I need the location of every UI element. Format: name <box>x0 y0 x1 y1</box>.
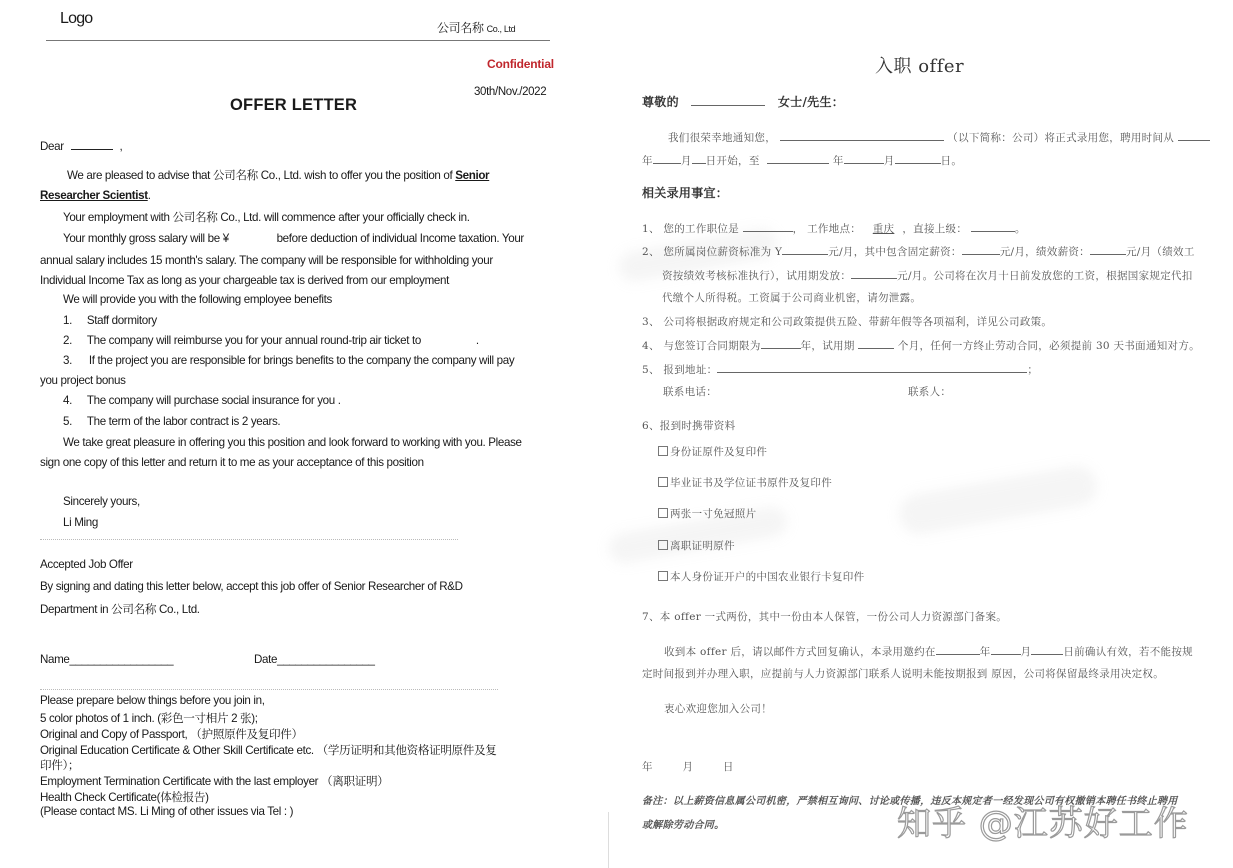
confirm-text: 日前确认有效，若不能按规 <box>1063 646 1193 658</box>
day-label: 日 <box>722 761 734 773</box>
month-label: 月 <box>682 761 694 773</box>
checklist-item[interactable] <box>658 475 832 490</box>
benefit-text: The company will purchase social insurance for you . <box>86 394 341 407</box>
checklist-label: 两张一寸免冠照片 <box>670 508 757 520</box>
scan-smudge <box>896 463 1100 537</box>
item-3: 3、 公司将根据政府规定和公司政策提供五险、带薪年假等各项福利，详见公司政策。 <box>642 316 1053 328</box>
date-blank[interactable]: ________________ <box>277 653 375 666</box>
prepare-item: Original Education Certificate & Other Skill Certificate etc. （学历证明和其他资格证明原件及复 <box>40 744 497 757</box>
checklist-item[interactable] <box>658 444 767 459</box>
month-label: 月 <box>680 155 692 167</box>
day-label: 日。 <box>940 155 963 167</box>
end-month-blank[interactable] <box>844 152 884 164</box>
confirm-line-1 <box>664 643 1193 659</box>
salutation-comma: , <box>119 140 123 153</box>
benefit-text: Staff dormitory <box>86 314 157 327</box>
item-text: ； <box>1027 364 1039 376</box>
intro-text: 我们很荣幸地通知您， <box>668 132 776 144</box>
name-blank[interactable]: _________________ <box>69 653 174 666</box>
month-label: 月 <box>883 155 895 167</box>
benefit-number: 4. <box>63 394 72 407</box>
checklist-label: 本人身份证开户的中国农业银行卡复印件 <box>670 571 865 583</box>
prepare-item: 印件）； <box>40 759 80 772</box>
contract-term-blank[interactable] <box>761 337 801 349</box>
item-text: 元/月，绩效薪资： <box>999 246 1090 258</box>
item-text: 2、 您所属岗位薪资标准为 Y <box>642 246 783 258</box>
report-address-blank[interactable] <box>717 361 1027 373</box>
remark-line-1: 备注：以上薪资信息属公司机密，严禁相互询问、讨论或传播，违反本规定者一经发现公司有权撤销本聘任书终止聘用 <box>642 796 1178 807</box>
prepare-item: Employment Termination Certificate with the last employer （离职证明） <box>40 775 389 788</box>
probation-months-blank[interactable] <box>858 337 894 349</box>
position-blank[interactable] <box>743 220 793 232</box>
closing-line-1: We take great pleasure in offering you this position and look forward to working with you. Please <box>63 436 522 449</box>
end-year-blank[interactable] <box>767 152 829 164</box>
item-5 <box>642 361 1038 377</box>
page-edge <box>608 812 609 868</box>
start-year-blank[interactable] <box>1178 129 1210 141</box>
year-label: 年 <box>642 155 653 167</box>
benefits-intro: We will provide you with the following employee benefits <box>63 293 332 306</box>
item-text: 元/月，其中包含固定薪资： <box>828 246 962 258</box>
greeting <box>642 93 844 110</box>
item-6: 6、报到时携带资料 <box>642 420 736 432</box>
benefit-number: 3. <box>63 354 72 367</box>
section-divider <box>40 539 458 540</box>
start-day-blank[interactable] <box>692 152 706 164</box>
recipient-blank <box>71 139 113 150</box>
watermark: 知乎 @江苏好工作 <box>897 804 1189 844</box>
benefit-item <box>63 354 514 367</box>
day-label: 日开始，至 <box>705 155 760 167</box>
salary-line-2: annual salary includes 15 month's salary. The company will be responsible for withholding your <box>40 254 493 267</box>
performance-salary-blank[interactable] <box>1090 243 1126 255</box>
company-name-header <box>437 19 515 36</box>
checklist-item[interactable] <box>658 569 864 584</box>
benefit-item <box>63 314 157 327</box>
prepare-item: 5 color photos of 1 inch. (彩色一寸相片 2 张); <box>40 712 258 725</box>
company-name: 公司名称 <box>437 21 484 35</box>
checkbox-icon[interactable] <box>658 571 668 581</box>
date-label: Date <box>254 653 278 666</box>
recipient-blank[interactable] <box>691 94 765 106</box>
company-suffix: Co., Ltd <box>486 24 516 34</box>
confirm-month-blank[interactable] <box>991 643 1021 655</box>
checklist-label: 身份证原件及复印件 <box>670 446 768 458</box>
name-label: Name <box>40 653 70 666</box>
contact-person-label: 联系人： <box>908 386 952 398</box>
greeting-suffix: 女士/先生： <box>777 95 845 109</box>
form-title: 入职 offer <box>875 56 965 77</box>
confidential-label: Confidential <box>487 57 554 71</box>
salary-line-3: Individual Income Tax as long as your chargeable tax is derived from our employment <box>40 274 449 287</box>
item-text: ， 工作地点： <box>792 223 862 235</box>
work-location: 重庆 <box>872 223 895 235</box>
benefit-item <box>63 415 280 428</box>
month-label: 月 <box>1020 646 1032 658</box>
benefit-number: 5. <box>63 415 72 428</box>
intro-text: （以下简称：公司）将正式录用您，聘用时间从 <box>947 132 1175 144</box>
benefit-continuation: you project bonus <box>40 374 126 387</box>
intro-text: We are pleased to advise that 公司名称 Co., Ltd. wish to offer you the position of <box>67 169 453 182</box>
intro-paragraph <box>67 167 489 183</box>
benefit-item <box>63 334 479 347</box>
item-text: ，直接上级： <box>902 223 968 235</box>
salutation <box>40 139 122 153</box>
supervisor-blank[interactable] <box>971 220 1015 232</box>
item-text: 个月，任何一方终止劳动合同，必须提前 30 天书面通知对方。 <box>897 340 1200 352</box>
salary-prefix: Your monthly gross salary will be ¥ <box>63 232 229 245</box>
fixed-salary-blank[interactable] <box>962 243 1000 255</box>
item-text: 资按绩效考核标准执行），试用期发放： <box>662 270 852 282</box>
salary-suffix: before deduction of individual Income taxation. Your <box>276 232 524 245</box>
benefit-text: The term of the labor contract is 2 years. <box>86 415 281 428</box>
sign-off: Sincerely yours, <box>63 495 140 508</box>
item-7: 7、本 offer 一式两份，其中一份由本人保管，一份公司人力资源部门备案。 <box>642 611 1008 623</box>
benefit-number: 2. <box>63 334 72 347</box>
year-label: 年 <box>642 761 653 773</box>
checkbox-icon[interactable] <box>658 446 668 456</box>
confirm-year-blank[interactable] <box>936 643 980 655</box>
date-field[interactable] <box>254 653 375 666</box>
item-text: 1、 您的工作职位是 <box>642 223 740 235</box>
section-divider <box>40 689 498 690</box>
start-month-blank[interactable] <box>653 152 681 164</box>
item-text: 年，试用期 <box>800 340 855 352</box>
checkbox-icon[interactable] <box>658 508 668 518</box>
letter-date: 30th/Nov./2022 <box>474 86 547 98</box>
intro-line-1 <box>668 129 1210 145</box>
closing-line-2: sign one copy of this letter and return it to me as your acceptance of this position <box>40 456 424 469</box>
signer-name: Li Ming <box>63 516 98 529</box>
item-4 <box>642 337 1200 353</box>
salary-line-1 <box>63 232 524 245</box>
confirm-line-2: 定时间报到并办理入职，应提前与人力资源部门联系人说明未能按期报到 原因，公司将保留最终录用决定权。 <box>642 668 1165 680</box>
checkbox-icon[interactable] <box>658 477 668 487</box>
name-field[interactable] <box>40 653 173 666</box>
item-text: 4、 与您签订合同期限为 <box>642 340 761 352</box>
position-line <box>40 189 151 202</box>
checklist-item[interactable] <box>658 506 756 521</box>
item-2-line-2 <box>662 267 1193 283</box>
item-text: 5、 报到地址： <box>642 364 718 376</box>
section-title: 相关录用事宜： <box>642 186 729 200</box>
benefit-text: If the project you are responsible for brings benefits to the company the company will pay <box>88 354 515 367</box>
item-text: 。 <box>1014 223 1026 235</box>
benefit-number: 1. <box>63 314 72 327</box>
item-text: 元/月（绩效工 <box>1125 246 1195 258</box>
checklist-label: 毕业证书及学位证书原件及复印件 <box>670 477 832 489</box>
item-2-line-3: 代缴个人所得税。工资属于公司商业机密，请勿泄露。 <box>662 292 922 304</box>
salutation-text: Dear <box>40 140 64 153</box>
position-period: . <box>147 189 151 202</box>
prepare-item: Health Check Certificate(体检报告) <box>40 791 209 804</box>
checkbox-icon[interactable] <box>658 540 668 550</box>
accept-line-1: By signing and dating this letter below, accept this job offer of Senior Researcher of R&D <box>40 580 463 593</box>
item-2 <box>642 243 1195 259</box>
greeting-prefix: 尊敬的 <box>642 95 679 109</box>
year-label: 年 <box>979 646 991 658</box>
accept-title: Accepted Job Offer <box>40 558 133 571</box>
sign-date <box>642 759 734 774</box>
checklist-item[interactable] <box>658 538 735 553</box>
benefit-item <box>63 394 341 407</box>
contact-phone-label: 联系电话： <box>663 386 717 398</box>
end-day-blank[interactable] <box>895 152 941 164</box>
welcome-text: 衷心欢迎您加入公司！ <box>664 703 772 715</box>
employment-paragraph: Your employment with 公司名称 Co., Ltd. will commence after your officially check in. <box>63 211 470 224</box>
remark-line-2: 或解除劳动合同。 <box>642 820 725 831</box>
item-text: 元/月。公司将在次月十日前发放您的工资，根据国家规定代扣 <box>897 270 1193 282</box>
position-title-part2: Researcher Scientist <box>40 189 148 202</box>
checklist-label: 离职证明原件 <box>670 540 735 552</box>
page-title: OFFER LETTER <box>230 96 358 114</box>
benefit-trail: . <box>475 334 479 347</box>
probation-salary-blank[interactable] <box>851 267 897 279</box>
intro-line-2 <box>642 152 962 168</box>
item-1 <box>642 220 1026 236</box>
year-label: 年 <box>832 155 844 167</box>
header-divider <box>46 40 550 41</box>
benefit-text: The company will reimburse you for your annual round-trip air ticket to <box>86 334 421 347</box>
company-blank[interactable] <box>780 129 944 141</box>
accept-line-2: Department in 公司名称 Co., Ltd. <box>40 603 200 616</box>
prepare-title: Please prepare below things before you join in, <box>40 694 265 707</box>
position-title-part1: Senior <box>455 169 490 182</box>
logo: Logo <box>60 10 93 27</box>
confirm-text: 收到本 offer 后，请以邮件方式回复确认，本录用邀约在 <box>664 646 936 658</box>
confirm-day-blank[interactable] <box>1031 643 1063 655</box>
english-offer-letter <box>0 0 600 868</box>
prepare-item: Original and Copy of Passport, （护照原件及复印件） <box>40 728 303 741</box>
prepare-item: (Please contact MS. Li Ming of other issues via Tel : ) <box>40 805 294 818</box>
salary-standard-blank[interactable] <box>782 243 828 255</box>
